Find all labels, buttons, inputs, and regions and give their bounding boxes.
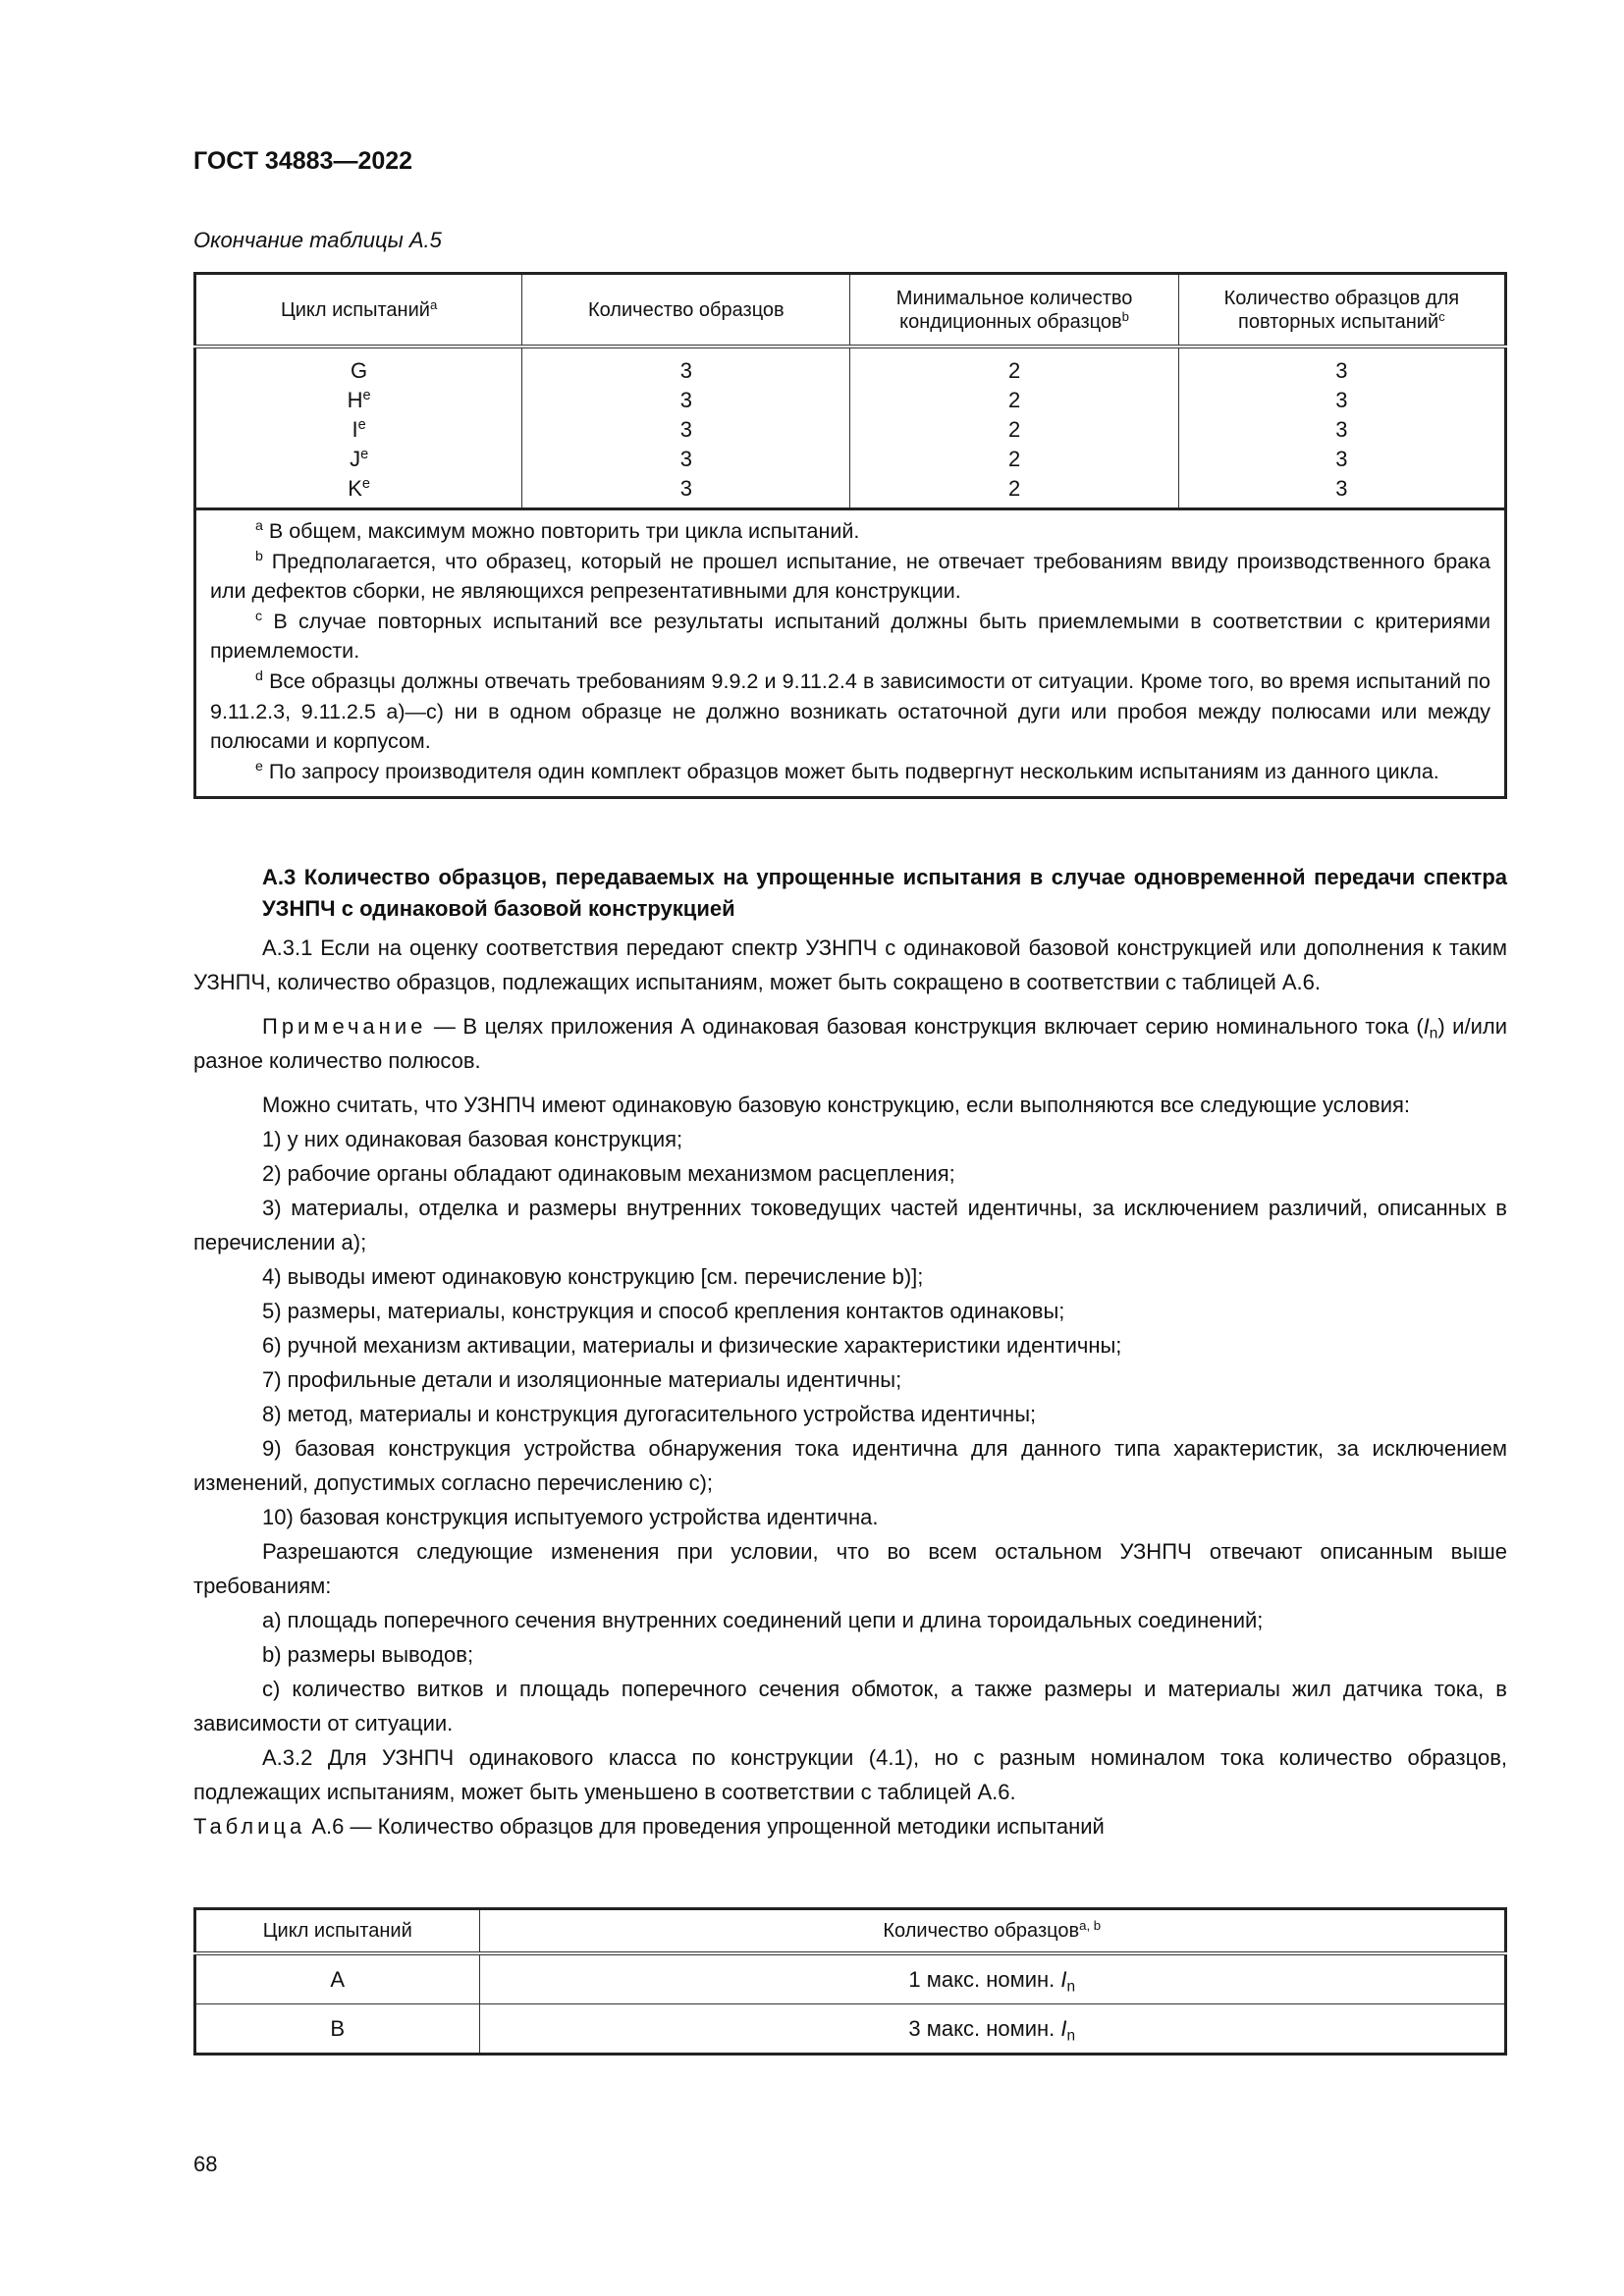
table-continuation-caption: Окончание таблицы А.5 xyxy=(193,228,442,252)
standard-code: ГОСТ 34883—2022 xyxy=(193,147,413,175)
note-label: Примечание xyxy=(262,1014,427,1039)
list-item: с) количество витков и площадь поперечного сечения обмоток, а также размеры и материалы жил датчика тока, в зависимости от ситуации. xyxy=(193,1677,1507,1735)
min-conditioned-column xyxy=(850,347,1178,509)
samples-column xyxy=(522,347,850,509)
table-footnotes xyxy=(195,509,1506,798)
samples-cell: 3 xyxy=(679,447,692,471)
samples-cell: 3 xyxy=(679,388,692,412)
list-item: 3) материалы, отделка и размеры внутренних токоведущих частей идентичны, за исключением различий, описанных в перечислении а); xyxy=(193,1196,1507,1255)
footnote: $^e$ По запросу производителя один комплект образцов может быть подвергнут нескольким испытаниям из данного цикла. xyxy=(255,758,1439,783)
cycle-column xyxy=(195,347,522,509)
cycle-cell: A xyxy=(195,1953,480,2004)
section-heading: А.3 Количество образцов, передаваемых на упрощенные испытания в случае одновременной передачи спектра УЗНПЧ с одинаковой базовой конструкцией xyxy=(262,865,1507,921)
cycle-cell: B xyxy=(195,2004,480,2055)
footnote: $^d$ Все образцы должны отвечать требованиям 9.9.2 и 9.11.2.4 в зависимости от ситуации. Кроме того, во время испытаний по 9.11.2.3, 9.11.2.5 а)—с) ни в одном образце не должно возникать остаточной дуги или пробоя между полюсами или между полюсами и корпусом. xyxy=(210,668,1490,754)
footnote: $^a$ В общем, максимум можно повторить три цикла испытаний. xyxy=(255,518,860,543)
paragraph-a31: А.3.1 Если на оценку соответствия передают спектр УЗНПЧ с одинаковой базовой конструкцией или дополнения к таким УЗНПЧ, количество образцов, подлежащих испытаниям, может быть сокращено в соответствии с таблицей А.6. xyxy=(193,935,1507,994)
samples-cell: 3 xyxy=(679,417,692,442)
repeat-cell: 3 xyxy=(1335,358,1348,383)
table-a6 xyxy=(193,1907,1507,2056)
table-header-row xyxy=(195,1909,1506,1954)
cycle-cell: $H^e$ xyxy=(347,388,371,412)
table-footnotes-row xyxy=(195,509,1506,798)
page-number: 68 xyxy=(193,2152,218,2176)
cycle-cell: $K^e$ xyxy=(348,476,370,501)
min-conditioned-cell: 2 xyxy=(1007,476,1021,501)
list-item: 9) базовая конструкция устройства обнаружения тока идентична для данного типа характеристик, за исключением изменений, допустимых согласно перечислению с); xyxy=(193,1436,1507,1495)
table-header-row xyxy=(195,274,1506,347)
header-min-conditioned: Минимальное количество кондиционных образцов$^b$ xyxy=(850,274,1178,347)
cycle-cell: $J^e$ xyxy=(350,447,369,471)
list-item: 10) базовая конструкция испытуемого устройства идентична. xyxy=(262,1505,879,1529)
list-item: b) размеры выводов; xyxy=(262,1642,474,1667)
min-conditioned-cell: 2 xyxy=(1007,358,1021,383)
list-item: a) площадь поперечного сечения внутренних соединений цепи и длина тороидальных соединений; xyxy=(262,1608,1264,1632)
section-a3 xyxy=(193,862,1507,1843)
footnote: $^c$ В случае повторных испытаний все результаты испытаний должны быть приемлемыми в соответствии с критериями приемлемости. xyxy=(210,608,1490,664)
list-item: 1) у них одинаковая базовая конструкция; xyxy=(262,1127,683,1151)
list-item: 6) ручной механизм активации, материалы и физические характеристики идентичны; xyxy=(262,1333,1122,1358)
cycle-cell: G xyxy=(351,358,368,383)
table-a6-caption: Таблица А.6 — Количество образцов для проведения упрощенной методики испытаний xyxy=(193,1814,1105,1839)
samples-cell: 1 макс. номин. $I_n$ xyxy=(479,1953,1506,2004)
samples-cell: 3 xyxy=(679,358,692,383)
repeat-cell: 3 xyxy=(1335,476,1348,501)
header-repeat-samples: Количество образцов для повторных испытаний$^c$ xyxy=(1178,274,1505,347)
footnote: $^b$ Предполагается, что образец, который не прошел испытание, не отвечает требованиям ввиду производственного брака или дефектов сборки, не являющихся репрезентативными для конструкции. xyxy=(210,548,1490,604)
header-test-cycle: Цикл испытаний$^a$ xyxy=(195,274,522,347)
repeat-cell: 3 xyxy=(1335,447,1348,471)
repeat-cell: 3 xyxy=(1335,417,1348,442)
samples-cell: 3 xyxy=(679,476,692,501)
table-row xyxy=(195,1953,1506,2004)
cycle-cell: Ie xyxy=(352,417,366,442)
list-item: 5) размеры, материалы, конструкция и способ крепления контактов одинаковы; xyxy=(262,1299,1065,1323)
header-sample-count: Количество образцов xyxy=(522,274,850,347)
header-sample-count: Количество образцов$^{a, b}$ xyxy=(479,1909,1506,1954)
table-body-row xyxy=(195,347,1506,509)
list-item: 2) рабочие органы обладают одинаковым механизмом расцепления; xyxy=(262,1161,955,1186)
min-conditioned-cell: 2 xyxy=(1007,417,1021,442)
paragraph-changes: Разрешаются следующие изменения при условии, что во всем остальном УЗНПЧ отвечают описанным выше требованиям: xyxy=(193,1539,1507,1598)
list-item: 8) метод, материалы и конструкция дугогасительного устройства идентичны; xyxy=(262,1402,1037,1426)
note-paragraph: Примечание — В целях приложения А одинаковая базовая конструкция включает серию номинального тока $(I_n)$ и/или разное количество полюсов. xyxy=(193,1014,1507,1073)
table-a5 xyxy=(193,272,1507,799)
list-item: 7) профильные детали и изоляционные материалы идентичны; xyxy=(262,1367,902,1392)
table-row xyxy=(195,2004,1506,2055)
samples-cell: 3 макс. номин. $I_n$ xyxy=(479,2004,1506,2055)
min-conditioned-cell: 2 xyxy=(1007,447,1021,471)
header-test-cycle: Цикл испытаний xyxy=(195,1909,480,1954)
repeat-cell: 3 xyxy=(1335,388,1348,412)
list-item: 4) выводы имеют одинаковую конструкцию [см. перечисление b)]; xyxy=(262,1264,924,1289)
repeat-column xyxy=(1178,347,1505,509)
min-conditioned-cell: 2 xyxy=(1007,388,1021,412)
paragraph-a32: А.3.2 Для УЗНПЧ одинакового класса по конструкции (4.1), но с разным номиналом тока количество образцов, подлежащих испытаниям, может быть уменьшено в соответствии с таблицей А.6. xyxy=(193,1745,1507,1804)
paragraph-conditions: Можно считать, что УЗНПЧ имеют одинаковую базовую конструкцию, если выполняются все следующие условия: xyxy=(262,1093,1411,1117)
